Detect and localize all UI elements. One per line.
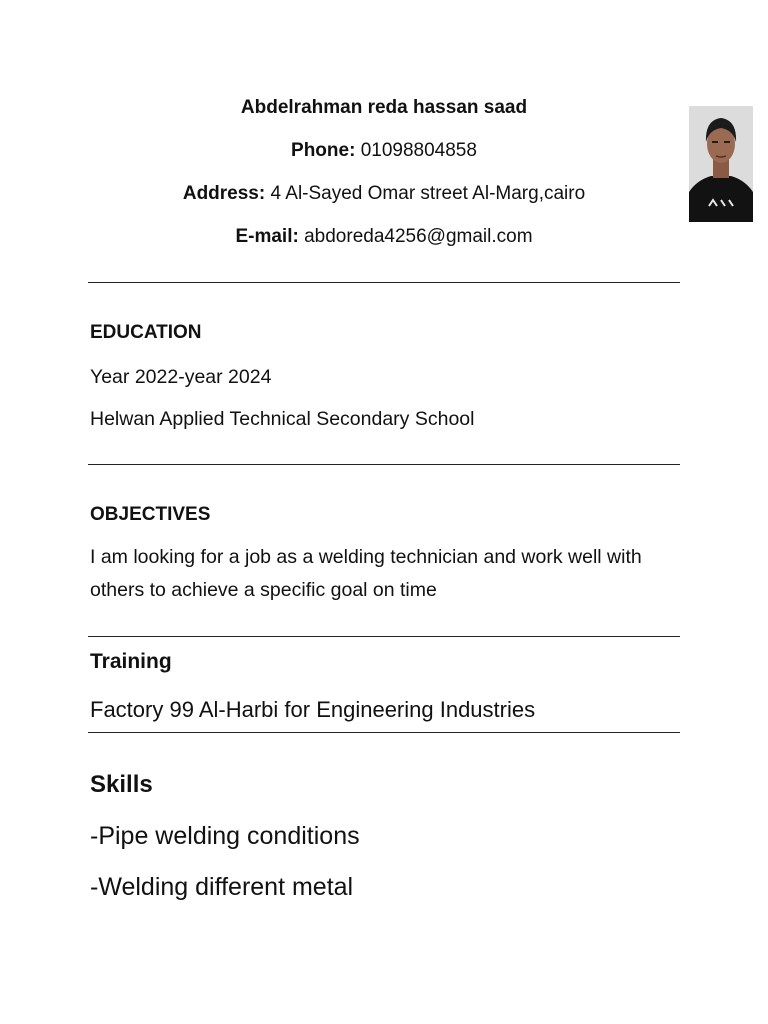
objectives-title: OBJECTIVES xyxy=(90,504,211,525)
objectives-text: I am looking for a job as a welding technician and work well with others to achieve a specific goal on time xyxy=(90,546,642,601)
address-label: Address: xyxy=(182,183,266,204)
education-years: Year 2022-year 2024 xyxy=(90,366,272,388)
email-value: abdoreda4256@gmail.com xyxy=(304,226,533,247)
divider xyxy=(88,282,680,283)
training-text: Factory 99 Al-Harbi for Engineering Industries xyxy=(90,697,536,722)
education-title: EDUCATION xyxy=(90,322,202,343)
address-line xyxy=(88,180,680,208)
training-title: Training xyxy=(90,650,172,673)
email-label: E-mail: xyxy=(235,226,299,247)
email-line xyxy=(88,223,680,251)
profile-photo xyxy=(689,106,753,222)
applicant-name: Abdelrahman reda hassan saad xyxy=(240,97,528,118)
skills-title: Skills xyxy=(90,771,153,798)
education-school: Helwan Applied Technical Secondary School xyxy=(90,408,475,430)
phone-label: Phone: xyxy=(291,140,356,161)
divider xyxy=(88,732,680,733)
contact-header xyxy=(88,94,680,266)
divider xyxy=(88,464,680,465)
divider xyxy=(88,636,680,637)
phone-value: 01098804858 xyxy=(360,140,477,161)
phone-line xyxy=(88,137,680,165)
skill-item: -Welding different metal xyxy=(90,873,354,901)
skill-item: -Pipe welding conditions xyxy=(90,822,360,850)
address-value: 4 Al-Sayed Omar street Al-Marg,cairo xyxy=(270,183,586,204)
